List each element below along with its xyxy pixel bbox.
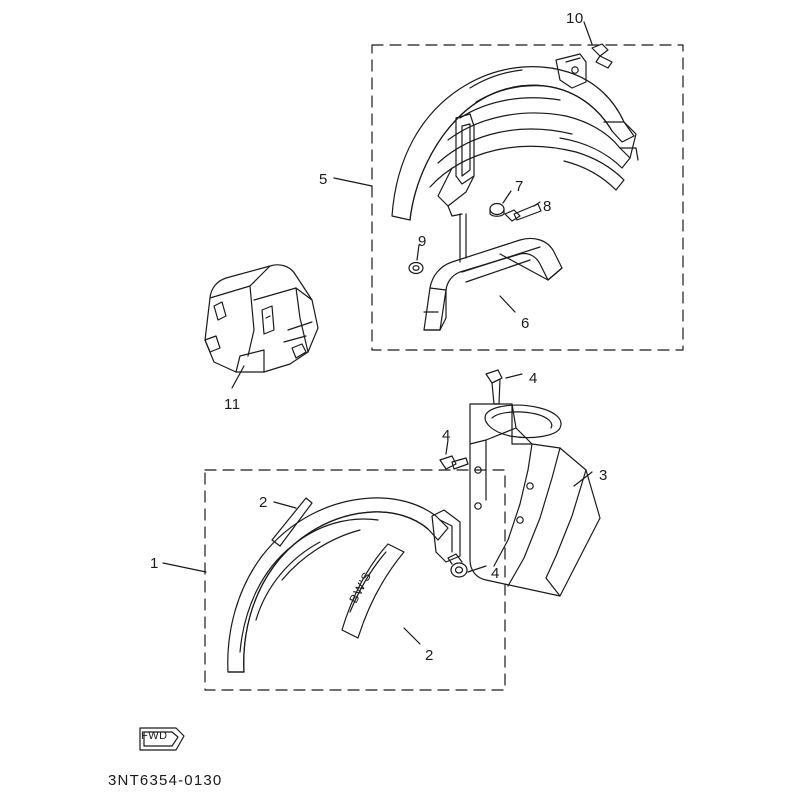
callout-1: 1	[150, 555, 159, 572]
callout-9: 9	[418, 233, 427, 250]
callout-2-upper: 2	[259, 494, 268, 511]
leader-5	[334, 178, 372, 186]
front-fender-inner-edge	[244, 512, 428, 672]
collar-7	[490, 204, 504, 215]
callout-5: 5	[319, 171, 328, 188]
callout-7: 7	[515, 178, 524, 195]
leader-2-upper	[274, 502, 296, 508]
callout-8: 8	[543, 198, 552, 215]
bolt-4-lower-head	[451, 563, 467, 577]
callout-6: 6	[521, 315, 530, 332]
rear-fender-bracket	[556, 54, 586, 88]
bolt-4-top-shank	[492, 379, 500, 404]
washer-9	[409, 263, 423, 274]
front-inner-fender	[470, 404, 600, 596]
callout-3: 3	[599, 467, 608, 484]
bolt-10-shank	[596, 56, 612, 68]
group-box-rear	[372, 45, 683, 350]
front-fender-outer	[228, 498, 448, 672]
callout-4-lower: 4	[491, 565, 500, 582]
callout-4-top: 4	[529, 370, 538, 387]
callout-11: 11	[224, 396, 241, 413]
callout-10: 10	[566, 10, 584, 27]
part-code-label: 3NT6354-0130	[108, 772, 223, 789]
group-box-front	[205, 470, 505, 690]
leader-2-lower	[404, 628, 420, 644]
callout-4-left: 4	[442, 427, 451, 444]
rear-fender-inner-edge	[410, 85, 612, 220]
rear-inner-cover	[424, 239, 562, 331]
callout-2-lower: 2	[425, 647, 434, 664]
svg-text:BW'S: BW'S	[346, 569, 375, 606]
fwd-direction-label: FWD	[141, 730, 168, 742]
bolt-10-head	[592, 44, 608, 56]
rear-fender-outer	[392, 67, 634, 220]
leader-3	[574, 472, 592, 486]
leader-1	[163, 563, 206, 572]
